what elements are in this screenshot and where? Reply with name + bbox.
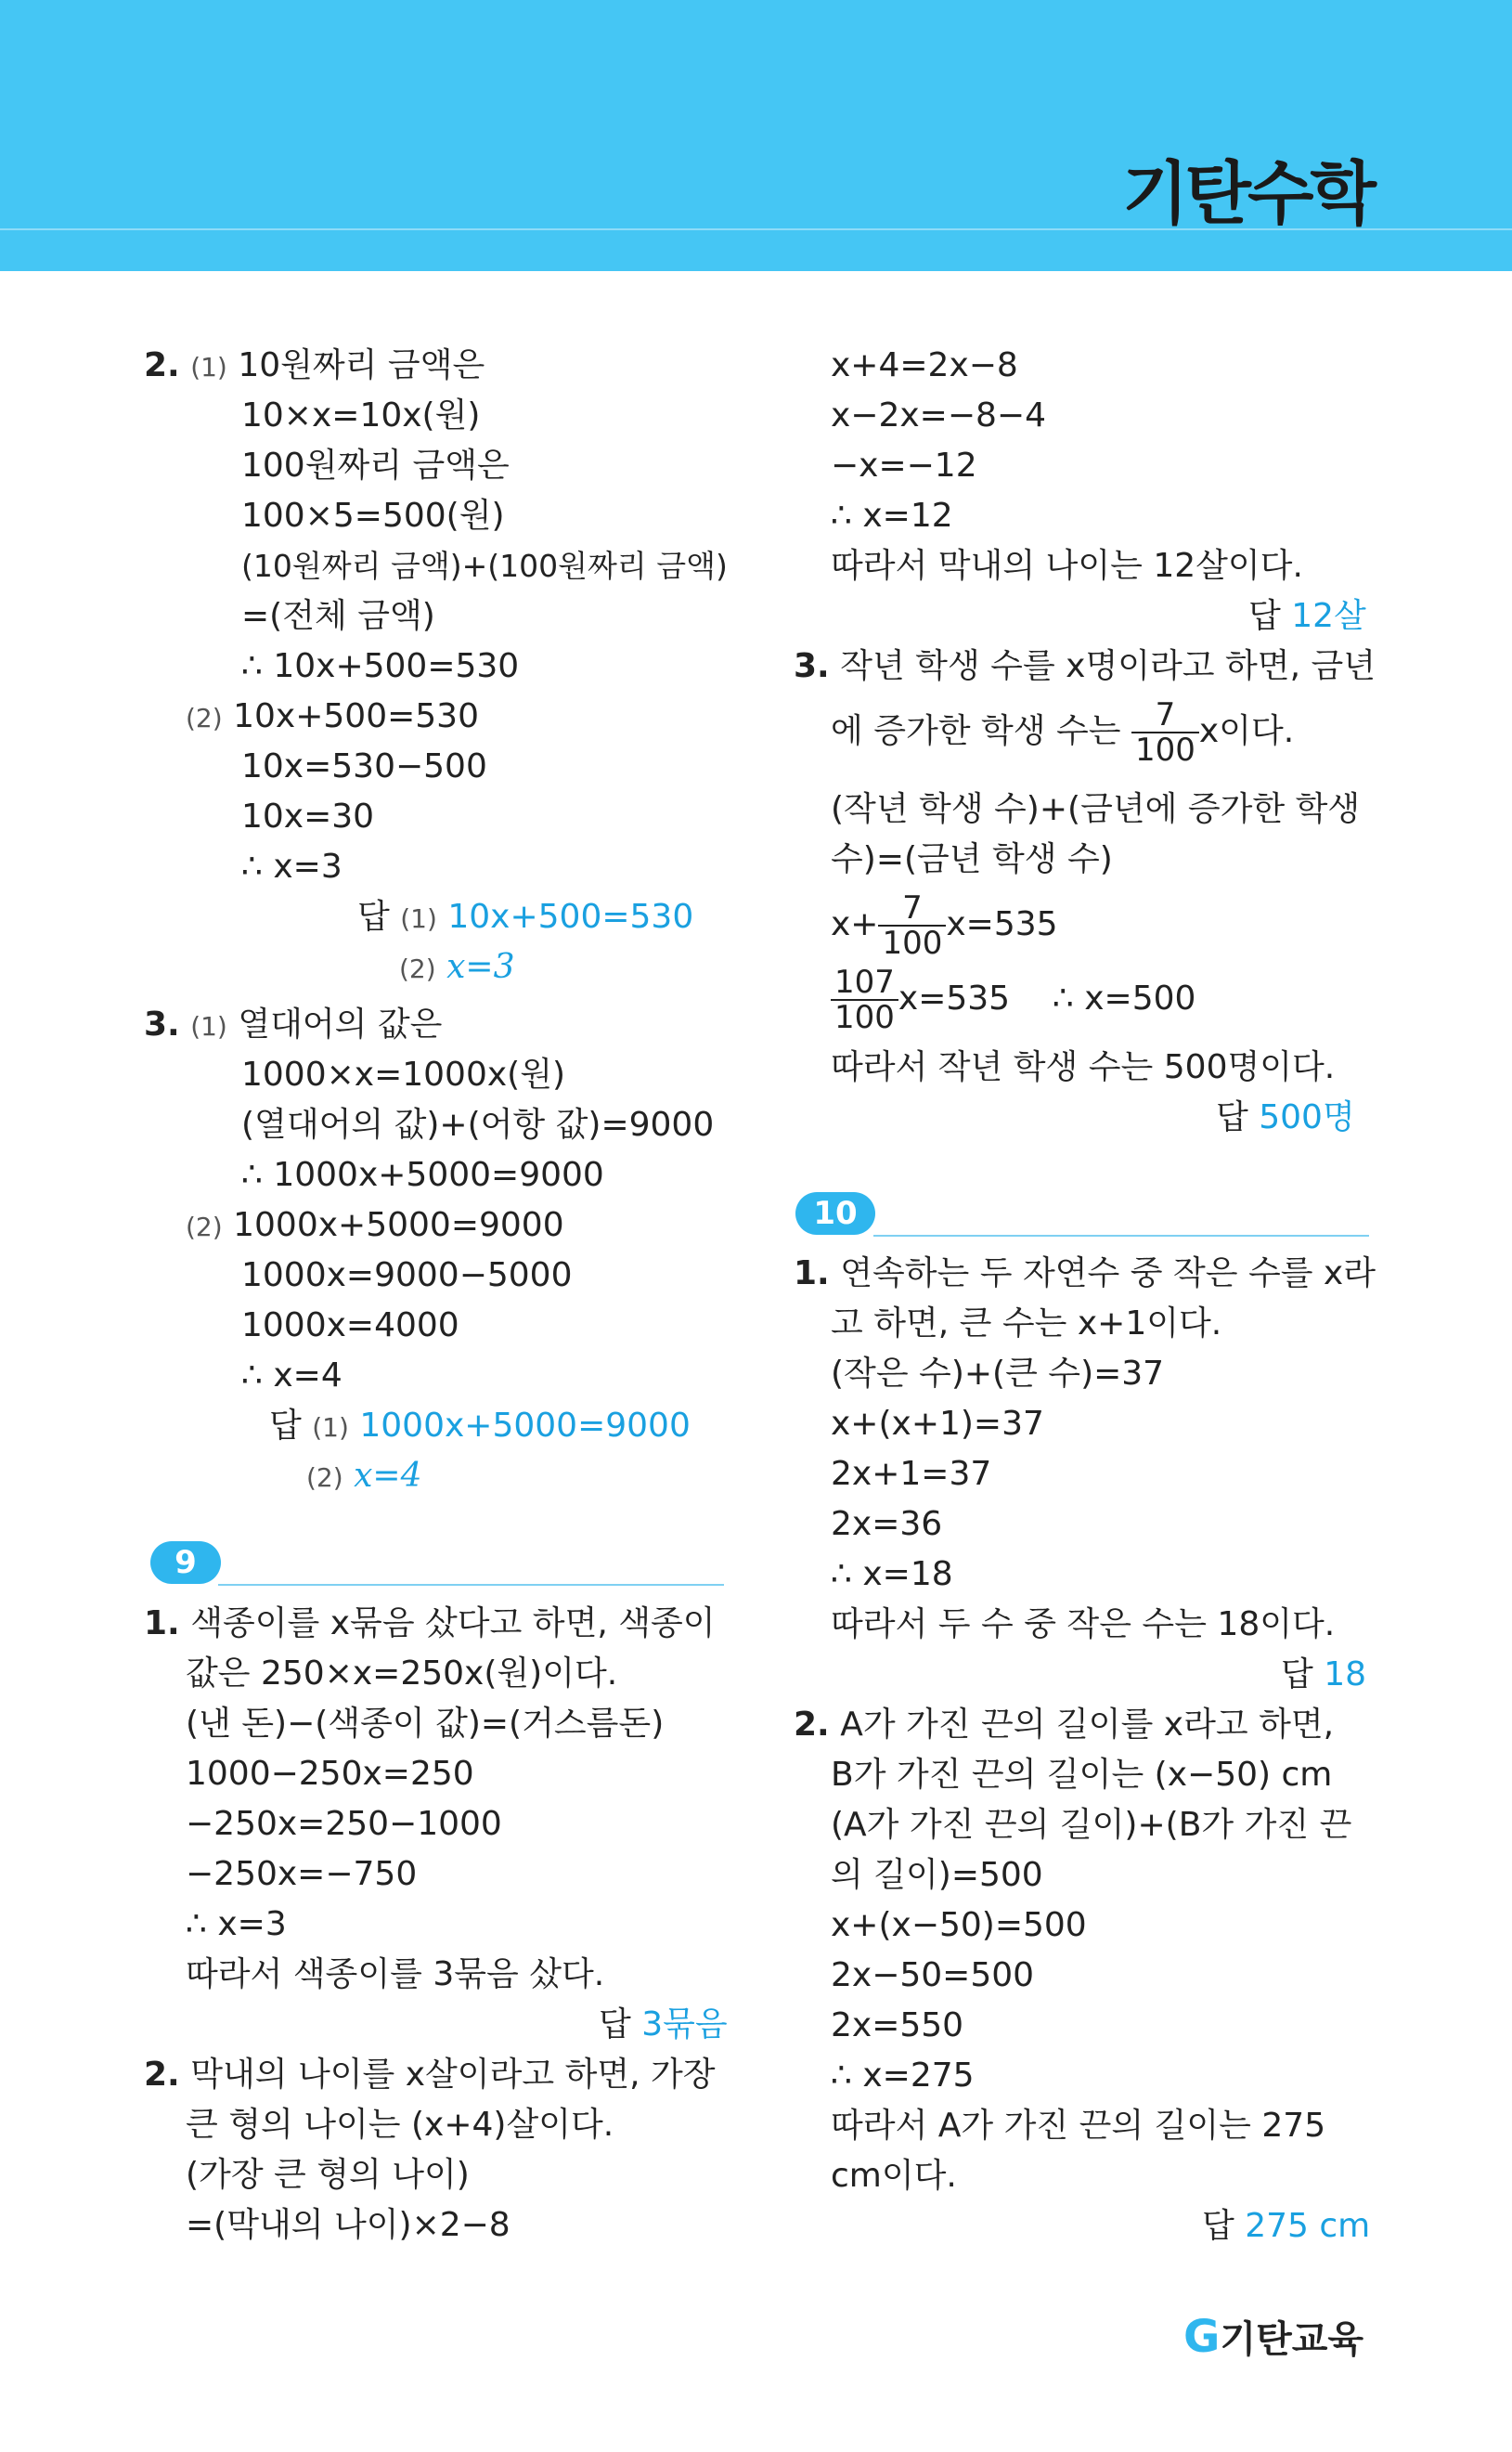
text-line: 2x=36 — [831, 1505, 943, 1543]
text-line: 1000−250x=250 — [186, 1755, 474, 1793]
fraction: $\frac{107}{100}$ — [831, 966, 898, 1034]
text-line: ∴ x=3 — [186, 1905, 287, 1943]
text-line: 2x−50=500 — [831, 1956, 1035, 1994]
text-line: x+ $\frac{7}{100}$ x=535 — [831, 889, 1058, 962]
answer-line: 답 500명 — [1216, 1098, 1355, 1136]
text-line: =(전체 금액) — [241, 597, 435, 635]
text-line: −250x=250−1000 — [186, 1805, 502, 1843]
text-line: 따라서 두 수 중 작은 수는 18이다. — [831, 1605, 1336, 1643]
text-line: 100×5=500(원) — [241, 497, 505, 535]
answer-line: 답 275 cm — [1202, 2207, 1371, 2245]
text-line: 10x=530−500 — [241, 747, 487, 785]
text-line: 1000x=9000−5000 — [241, 1256, 573, 1294]
section-9-badge: 9 — [150, 1541, 221, 1584]
text-line: 1000×x=1000x(원) — [241, 1056, 566, 1094]
text-line: x−2x=−8−4 — [831, 396, 1046, 435]
text-line: 수)=(금년 학생 수) — [831, 840, 1113, 878]
question-2: 2. 막내의 나이를 x살이라고 하면, 가장 — [144, 2056, 716, 2094]
text-line: ∴ 1000x+5000=9000 — [241, 1156, 604, 1194]
problem-3: 3. (1) 열대어의 값은 — [144, 1005, 443, 1044]
text-line: ∴ x=12 — [831, 497, 953, 535]
text-line: (작년 학생 수)+(금년에 증가한 학생 — [831, 790, 1361, 828]
section-10-badge: 10 — [795, 1192, 875, 1235]
section-rule — [218, 1584, 724, 1586]
text-line: 따라서 막내의 나이는 12살이다. — [831, 547, 1303, 585]
text-line: x+4=2x−8 — [831, 346, 1018, 384]
answer-line: (2) x=4 — [306, 1457, 422, 1495]
answer-line: 답 12살 — [1248, 597, 1366, 635]
text-line: (가장 큰 형의 나이) — [186, 2156, 470, 2194]
answer-line: 답 (1) 1000x+5000=9000 — [269, 1407, 691, 1445]
text-line: ∴ 10x+500=530 — [241, 647, 520, 685]
answer-line: 답 (1) 10x+500=530 — [357, 898, 694, 936]
text-line: −250x=−750 — [186, 1855, 418, 1893]
text-line: 값은 250×x=250x(원)이다. — [186, 1654, 618, 1693]
text-line: =(막내의 나이)×2−8 — [186, 2206, 510, 2244]
text-line: 100원짜리 금액은 — [241, 447, 510, 485]
text-line: −x=−12 — [831, 447, 977, 485]
problem-2: 2. (1) 10원짜리 금액은 — [144, 346, 485, 384]
text-line: 1000x=4000 — [241, 1306, 459, 1344]
section-rule — [873, 1235, 1369, 1237]
text-line: 고 하면, 큰 수는 x+1이다. — [831, 1304, 1222, 1343]
text-line: (10원짜리 금액)+(100원짜리 금액) — [241, 548, 728, 584]
text-line: ∴ x=275 — [831, 2056, 975, 2095]
publisher-logo: G기탄교육 — [1183, 2311, 1363, 2363]
question-3: 3. 작년 학생 수를 x명이라고 하면, 금년 — [794, 647, 1376, 685]
text-line: 의 길이)=500 — [831, 1856, 1043, 1894]
text-line: (낸 돈)−(색종이 값)=(거스름돈) — [186, 1705, 665, 1743]
text-line: 2x=550 — [831, 2006, 964, 2044]
question-2: 2. A가 가진 끈의 길이를 x라고 하면, — [794, 1706, 1335, 1744]
text-line: 에 증가한 학생 수는 $\frac{7}{100}$ x이다. — [831, 696, 1295, 769]
answer-line: (2) x=3 — [399, 948, 515, 986]
text-line: x+(x+1)=37 — [831, 1405, 1044, 1443]
text-line: (작은 수)+(큰 수)=37 — [831, 1355, 1165, 1393]
question-1: 1. 연속하는 두 자연수 중 작은 수를 x라 — [794, 1254, 1376, 1292]
text-line: ∴ x=3 — [241, 848, 342, 886]
answer-line: 답 3묶음 — [599, 2005, 728, 2043]
text-line: ∴ x=18 — [831, 1555, 953, 1593]
text-line: $\frac{107}{100}$ x=535 ∴ x=500 — [831, 966, 1195, 1034]
question-1: 1. 색종이를 x묶음 샀다고 하면, 색종이 — [144, 1604, 716, 1642]
text-line: B가 가진 끈의 길이는 (x−50) cm — [831, 1756, 1333, 1794]
fraction: $\frac{7}{100}$ — [1131, 698, 1199, 767]
text-line: 2x+1=37 — [831, 1455, 992, 1493]
text-line: 큰 형의 나이는 (x+4)살이다. — [186, 2106, 614, 2144]
text-line: (A가 가진 끈의 길이)+(B가 가진 끈 — [831, 1806, 1352, 1844]
text-line: cm이다. — [831, 2157, 957, 2195]
fraction: $\frac{7}{100}$ — [878, 891, 946, 960]
text-line: (2) 1000x+5000=9000 — [186, 1206, 564, 1244]
text-line: (열대어의 값)+(어항 값)=9000 — [241, 1106, 715, 1144]
text-line: ∴ x=4 — [241, 1356, 342, 1395]
text-line: 따라서 A가 가진 끈의 길이는 275 — [831, 2107, 1326, 2145]
text-line: 따라서 작년 학생 수는 500명이다. — [831, 1048, 1336, 1086]
text-line: x+(x−50)=500 — [831, 1906, 1087, 1944]
answer-line: 답 18 — [1281, 1655, 1367, 1693]
text-line: (2) 10x+500=530 — [186, 697, 479, 735]
text-line: 따라서 색종이를 3묶음 샀다. — [186, 1955, 605, 1993]
brand-logo: 기탄수학 — [1122, 154, 1373, 234]
text-line: 10×x=10x(원) — [241, 396, 481, 435]
text-line: 10x=30 — [241, 798, 375, 836]
